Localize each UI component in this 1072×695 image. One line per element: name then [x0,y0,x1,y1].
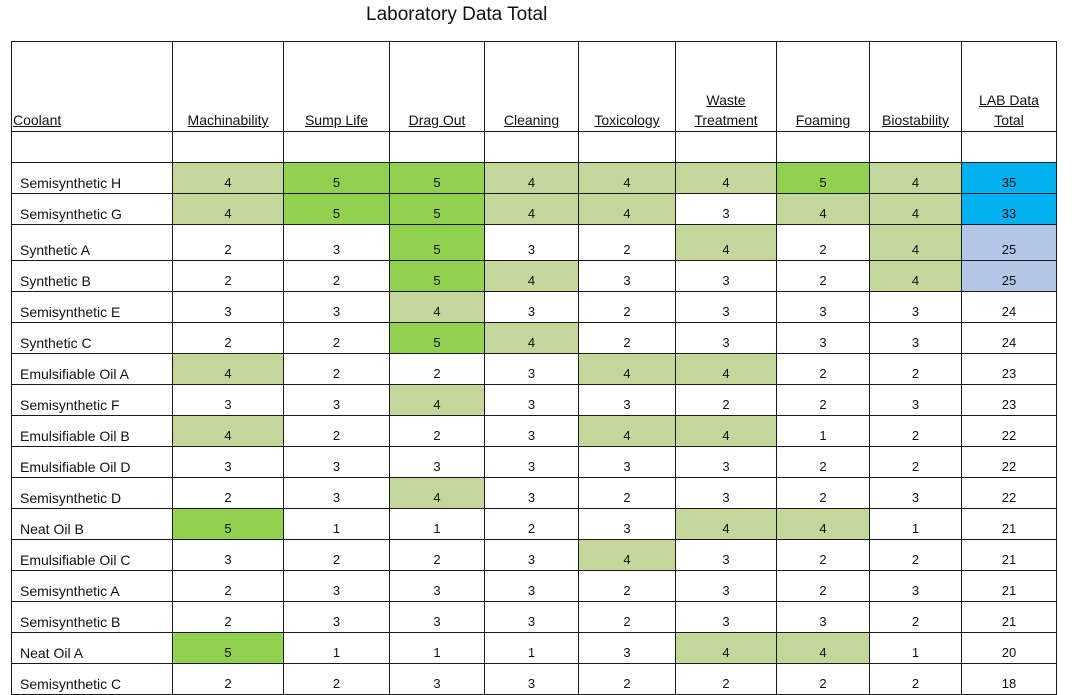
score-cell: 4 [676,633,777,664]
score-cell: 2 [485,509,579,540]
score-cell: 2 [284,664,390,695]
score-cell: 2 [579,323,676,354]
total-cell: 21 [962,509,1057,540]
table-row [12,633,1057,664]
total-cell: 33 [962,194,1057,225]
score-cell: 3 [173,385,284,416]
score-cell: 2 [390,354,485,385]
score-cell: 1 [485,633,579,664]
score-cell: 3 [485,571,579,602]
column-header [173,42,284,132]
score-cell: 5 [390,163,485,194]
score-cell: 3 [485,385,579,416]
score-cell: 2 [777,385,870,416]
column-header-label: Cleaning [503,112,560,128]
score-cell: 4 [676,509,777,540]
spacer-cell [777,132,870,163]
score-cell: 4 [870,261,962,292]
score-cell: 2 [173,478,284,509]
column-header [962,42,1057,132]
score-cell: 2 [284,261,390,292]
coolant-name: Semisynthetic H [12,163,173,194]
score-cell: 2 [284,416,390,447]
column-header [485,42,579,132]
score-cell: 3 [390,571,485,602]
score-cell: 2 [284,354,390,385]
score-cell: 3 [777,602,870,633]
score-cell: 2 [870,664,962,695]
score-cell: 3 [870,478,962,509]
spacer-cell [579,132,676,163]
score-cell: 3 [390,664,485,695]
table-row [12,540,1057,571]
score-cell: 1 [390,509,485,540]
score-cell: 3 [777,323,870,354]
table-row [12,261,1057,292]
score-cell: 3 [870,323,962,354]
score-cell: 5 [390,194,485,225]
score-cell: 2 [173,225,284,261]
score-cell: 2 [173,664,284,695]
column-header-label: Biostability [882,112,949,128]
column-header-label: Sump Life [304,112,369,128]
score-cell: 4 [777,194,870,225]
score-cell: 5 [390,323,485,354]
table-row [12,571,1057,602]
score-cell: 2 [870,602,962,633]
score-cell: 3 [676,194,777,225]
score-cell: 2 [870,540,962,571]
score-cell: 4 [676,163,777,194]
table-row [12,225,1057,261]
score-cell: 3 [284,292,390,323]
score-cell: 5 [777,163,870,194]
score-cell: 3 [579,447,676,478]
score-cell: 5 [173,509,284,540]
table-row [12,292,1057,323]
score-cell: 2 [676,664,777,695]
total-cell: 22 [962,416,1057,447]
spacer-cell [485,132,579,163]
score-cell: 2 [173,261,284,292]
coolant-name: Emulsifiable Oil A [12,354,173,385]
table-row [12,323,1057,354]
score-cell: 4 [485,163,579,194]
score-cell: 2 [579,478,676,509]
score-cell: 3 [676,323,777,354]
score-cell: 2 [777,261,870,292]
score-cell: 4 [579,354,676,385]
score-cell: 2 [870,354,962,385]
score-cell: 2 [579,602,676,633]
score-cell: 2 [870,447,962,478]
score-cell: 4 [485,194,579,225]
score-cell: 2 [390,416,485,447]
coolant-name: Semisynthetic D [12,478,173,509]
table-row [12,478,1057,509]
coolant-name: Semisynthetic B [12,602,173,633]
score-cell: 4 [579,194,676,225]
score-cell: 3 [485,292,579,323]
score-cell: 3 [676,602,777,633]
score-cell: 2 [676,385,777,416]
score-cell: 3 [284,478,390,509]
score-cell: 3 [485,664,579,695]
score-cell: 2 [284,323,390,354]
coolant-name: Synthetic B [12,261,173,292]
table-row [12,385,1057,416]
spacer-cell [284,132,390,163]
score-cell: 4 [579,540,676,571]
header-row [12,42,1057,132]
score-cell: 3 [284,602,390,633]
score-cell: 5 [390,261,485,292]
score-cell: 3 [485,225,579,261]
total-cell: 25 [962,225,1057,261]
score-cell: 2 [579,571,676,602]
coolant-name: Neat Oil A [12,633,173,664]
score-cell: 3 [676,540,777,571]
score-cell: 5 [390,225,485,261]
table-row [12,416,1057,447]
table-body [12,163,1057,695]
score-cell: 3 [173,447,284,478]
score-cell: 2 [173,571,284,602]
score-cell: 3 [870,385,962,416]
score-cell: 3 [870,292,962,323]
coolant-name: Emulsifiable Oil C [12,540,173,571]
spacer-row [12,132,1057,163]
total-cell: 21 [962,540,1057,571]
column-header-label: Toxicology [594,112,660,128]
score-cell: 3 [485,447,579,478]
coolant-name: Emulsifiable Oil B [12,416,173,447]
score-cell: 2 [579,225,676,261]
score-cell: 3 [485,540,579,571]
total-cell: 21 [962,571,1057,602]
spacer-cell [962,132,1057,163]
score-cell: 2 [870,416,962,447]
coolant-name: Synthetic C [12,323,173,354]
column-header-label: Treatment [694,112,758,128]
column-header [579,42,676,132]
table-row [12,509,1057,540]
score-cell: 4 [870,163,962,194]
spacer-cell [390,132,485,163]
score-cell: 1 [777,416,870,447]
column-header [777,42,870,132]
table-row [12,602,1057,633]
score-cell: 3 [777,292,870,323]
score-cell: 3 [284,385,390,416]
score-cell: 3 [284,447,390,478]
score-cell: 1 [284,633,390,664]
score-cell: 3 [390,447,485,478]
score-cell: 2 [579,664,676,695]
score-cell: 3 [676,571,777,602]
coolant-name: Semisynthetic A [12,571,173,602]
spacer-cell [676,132,777,163]
score-cell: 2 [173,323,284,354]
score-cell: 1 [870,633,962,664]
total-cell: 22 [962,447,1057,478]
column-header-label: Total [994,112,1024,128]
score-cell: 2 [777,225,870,261]
score-cell: 3 [676,292,777,323]
coolant-name: Neat Oil B [12,509,173,540]
score-cell: 4 [676,225,777,261]
score-cell: 3 [485,602,579,633]
spacer-cell [12,132,173,163]
total-cell: 18 [962,664,1057,695]
spacer-cell [173,132,284,163]
total-cell: 24 [962,323,1057,354]
score-cell: 3 [390,602,485,633]
coolant-name: Emulsifiable Oil D [12,447,173,478]
score-cell: 4 [173,416,284,447]
column-header-label: Drag Out [408,112,466,128]
score-cell: 4 [870,225,962,261]
table-row [12,194,1057,225]
column-header [390,42,485,132]
column-header [284,42,390,132]
column-header [676,42,777,132]
column-header [12,42,173,132]
score-cell: 4 [676,354,777,385]
table-row [12,354,1057,385]
coolant-name: Semisynthetic C [12,664,173,695]
total-cell: 24 [962,292,1057,323]
score-cell: 3 [579,509,676,540]
coolant-name: Semisynthetic E [12,292,173,323]
score-cell: 3 [579,385,676,416]
score-cell: 2 [390,540,485,571]
score-cell: 3 [284,571,390,602]
table-row [12,163,1057,194]
score-cell: 2 [173,602,284,633]
column-header-label: Waste [706,92,746,108]
score-cell: 3 [870,571,962,602]
total-cell: 20 [962,633,1057,664]
score-cell: 4 [173,354,284,385]
coolant-name: Semisynthetic F [12,385,173,416]
score-cell: 4 [173,194,284,225]
spacer-cell [870,132,962,163]
total-cell: 25 [962,261,1057,292]
column-header-label: Coolant [13,112,62,128]
score-cell: 3 [579,633,676,664]
score-cell: 4 [579,416,676,447]
total-cell: 22 [962,478,1057,509]
score-cell: 4 [777,633,870,664]
column-header-label: LAB Data [979,92,1039,108]
total-cell: 21 [962,602,1057,633]
score-cell: 3 [676,447,777,478]
score-cell: 2 [777,571,870,602]
score-cell: 4 [676,416,777,447]
total-cell: 35 [962,163,1057,194]
score-cell: 3 [485,354,579,385]
coolant-name: Semisynthetic G [12,194,173,225]
score-cell: 2 [777,478,870,509]
score-cell: 3 [284,225,390,261]
score-cell: 3 [485,416,579,447]
score-cell: 3 [579,261,676,292]
score-cell: 4 [870,194,962,225]
score-cell: 4 [485,323,579,354]
score-cell: 3 [173,540,284,571]
score-cell: 4 [777,509,870,540]
score-cell: 5 [284,194,390,225]
score-cell: 3 [485,478,579,509]
score-cell: 4 [390,385,485,416]
column-header-label: Foaming [795,112,851,128]
page-title: Laboratory Data Total [366,4,548,25]
score-cell: 4 [579,163,676,194]
score-cell: 2 [579,292,676,323]
column-header-label: Machinability [187,112,269,128]
score-cell: 5 [173,633,284,664]
lab-data-table [11,41,1057,695]
score-cell: 2 [777,354,870,385]
score-cell: 1 [870,509,962,540]
score-cell: 1 [284,509,390,540]
score-cell: 2 [777,447,870,478]
score-cell: 2 [777,540,870,571]
score-cell: 1 [390,633,485,664]
score-cell: 2 [777,664,870,695]
score-cell: 4 [390,292,485,323]
score-cell: 5 [284,163,390,194]
table-row [12,447,1057,478]
score-cell: 4 [485,261,579,292]
column-header [870,42,962,132]
total-cell: 23 [962,385,1057,416]
total-cell: 23 [962,354,1057,385]
score-cell: 3 [173,292,284,323]
score-cell: 4 [173,163,284,194]
score-cell: 3 [676,261,777,292]
score-cell: 4 [390,478,485,509]
score-cell: 2 [284,540,390,571]
score-cell: 3 [676,478,777,509]
coolant-name: Synthetic A [12,225,173,261]
